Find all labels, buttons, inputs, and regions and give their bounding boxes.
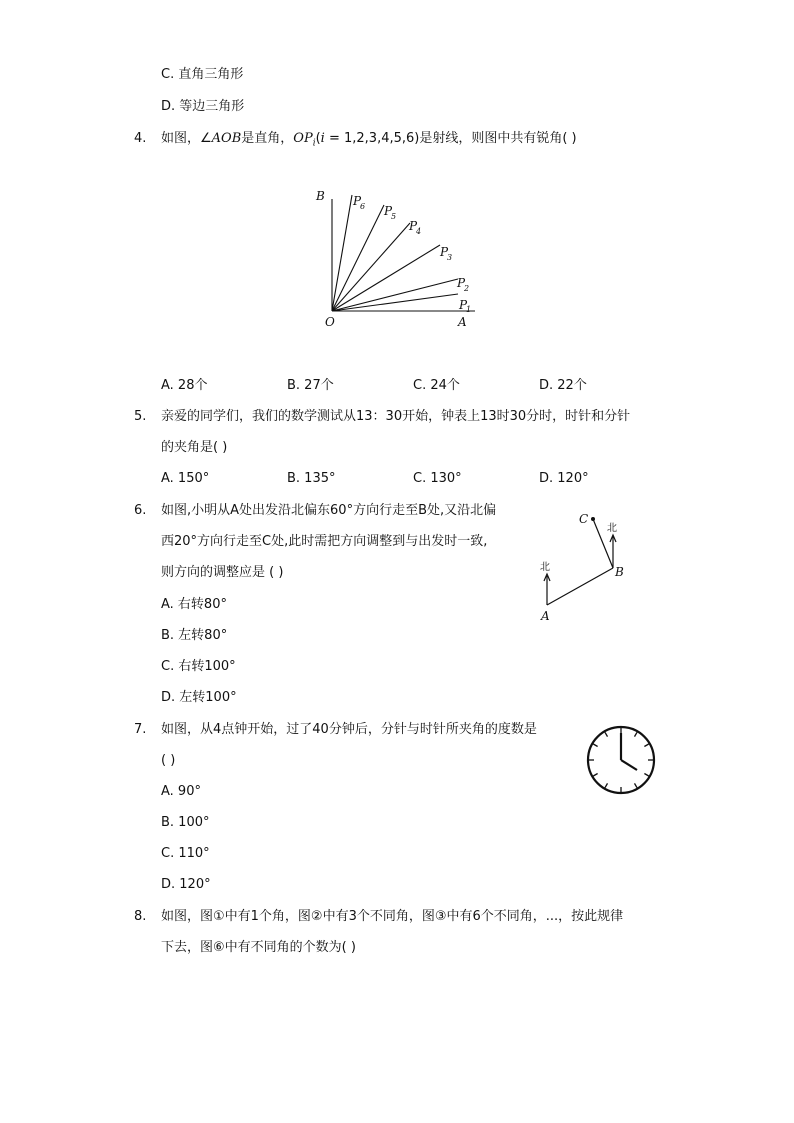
svg-text:3: 3: [447, 253, 453, 262]
label-o: O: [325, 315, 335, 329]
label-b: B: [615, 565, 624, 579]
q4-stem: 如图，∠AOB是直角，$OP_i(i = 1,2,3,4,5,6)$是射线，则图中共有锐角( ): [161, 131, 577, 149]
clock-tick: [593, 774, 597, 777]
svg-text:1: 1: [466, 305, 472, 314]
segment-ab: [547, 568, 613, 605]
label-p1: P: [459, 298, 468, 312]
q7-option-d: D. 120°: [161, 877, 211, 892]
north-label-2: 北: [607, 523, 617, 534]
svg-text:5: 5: [391, 212, 397, 221]
q7-stem-line1: 如图，从4点钟开始，过了40分钟后，分针与时针所夹角的度数是: [161, 722, 537, 737]
clock-tick: [644, 774, 648, 777]
q6-stem-line3: 则方向的调整应是 ( ): [161, 565, 284, 580]
q5-stem-line1: 亲爱的同学们，我们的数学测试从13：30开始，钟表上13时30分时，时针和分针: [161, 409, 631, 424]
q6-direction-figure: [535, 508, 635, 628]
label-p4: P: [409, 219, 418, 233]
clock-tick: [635, 783, 638, 787]
ray-op2: [332, 279, 458, 311]
q7-stem-line2: ( ): [161, 753, 176, 768]
q5-number: 5.: [134, 409, 147, 424]
svg-text:2: 2: [464, 284, 470, 293]
north-label-1: 北: [540, 562, 550, 573]
q5-option-a: A. 150°: [161, 471, 210, 486]
q7-option-b: B. 100°: [161, 815, 210, 830]
q6-option-d: D. 左转100°: [161, 690, 237, 705]
q4-option-c: C. 24个: [413, 378, 460, 393]
q4-number: 4.: [134, 131, 147, 146]
point-c: [591, 517, 595, 521]
label-p3: P: [440, 245, 449, 259]
q4-rays-figure: [310, 183, 485, 333]
svg-text:6: 6: [360, 202, 366, 211]
clock-tick: [605, 783, 608, 787]
label-p2: P: [457, 276, 466, 290]
q4-option-a: A. 28个: [161, 378, 208, 393]
label-p5: P: [384, 204, 393, 218]
q6-stem-line1: 如图,小明从A处出发沿北偏东60°方向行走至B处,又沿北偏: [161, 503, 497, 518]
clock-tick: [635, 732, 638, 736]
label-b: B: [316, 189, 325, 203]
q3-option-c: C. 直角三角形: [161, 67, 244, 82]
q6-option-a: A. 右转80°: [161, 597, 227, 612]
ray-op4: [332, 223, 410, 311]
q4-option-d: D. 22个: [539, 378, 587, 393]
hour-hand: [621, 760, 637, 770]
q6-option-b: B. 左转80°: [161, 628, 228, 643]
label-c: C: [579, 512, 589, 526]
q4-option-b: B. 27个: [287, 378, 334, 393]
label-a: A: [541, 609, 550, 623]
clock-tick: [605, 732, 608, 736]
q5-option-d: D. 120°: [539, 471, 589, 486]
ray-op1: [332, 294, 458, 311]
svg-text:4: 4: [416, 227, 422, 236]
clock-tick: [644, 744, 648, 747]
label-a: A: [458, 315, 467, 329]
q5-option-b: B. 135°: [287, 471, 336, 486]
q6-stem-line2: 西20°方向行走至C处,此时需把方向调整到与出发时一致,: [161, 534, 488, 549]
q5-option-c: C. 130°: [413, 471, 462, 486]
q7-clock-figure: [584, 723, 658, 797]
ray-op6: [332, 195, 352, 311]
q6-number: 6.: [134, 503, 147, 518]
label-p6: P: [353, 194, 362, 208]
clock-tick: [593, 744, 597, 747]
q8-number: 8.: [134, 909, 147, 924]
q5-stem-line2: 的夹角是( ): [161, 440, 228, 455]
q8-stem-line1: 如图，图①中有1个角，图②中有3个不同角，图③中有6个不同角，...，按此规律: [161, 909, 624, 924]
q7-number: 7.: [134, 722, 147, 737]
q7-option-a: A. 90°: [161, 784, 201, 799]
q7-option-c: C. 110°: [161, 846, 210, 861]
q8-stem-line2: 下去，图⑥中有不同角的个数为( ): [161, 940, 356, 955]
q3-option-d: D. 等边三角形: [161, 99, 245, 114]
q6-option-c: C. 右转100°: [161, 659, 236, 674]
